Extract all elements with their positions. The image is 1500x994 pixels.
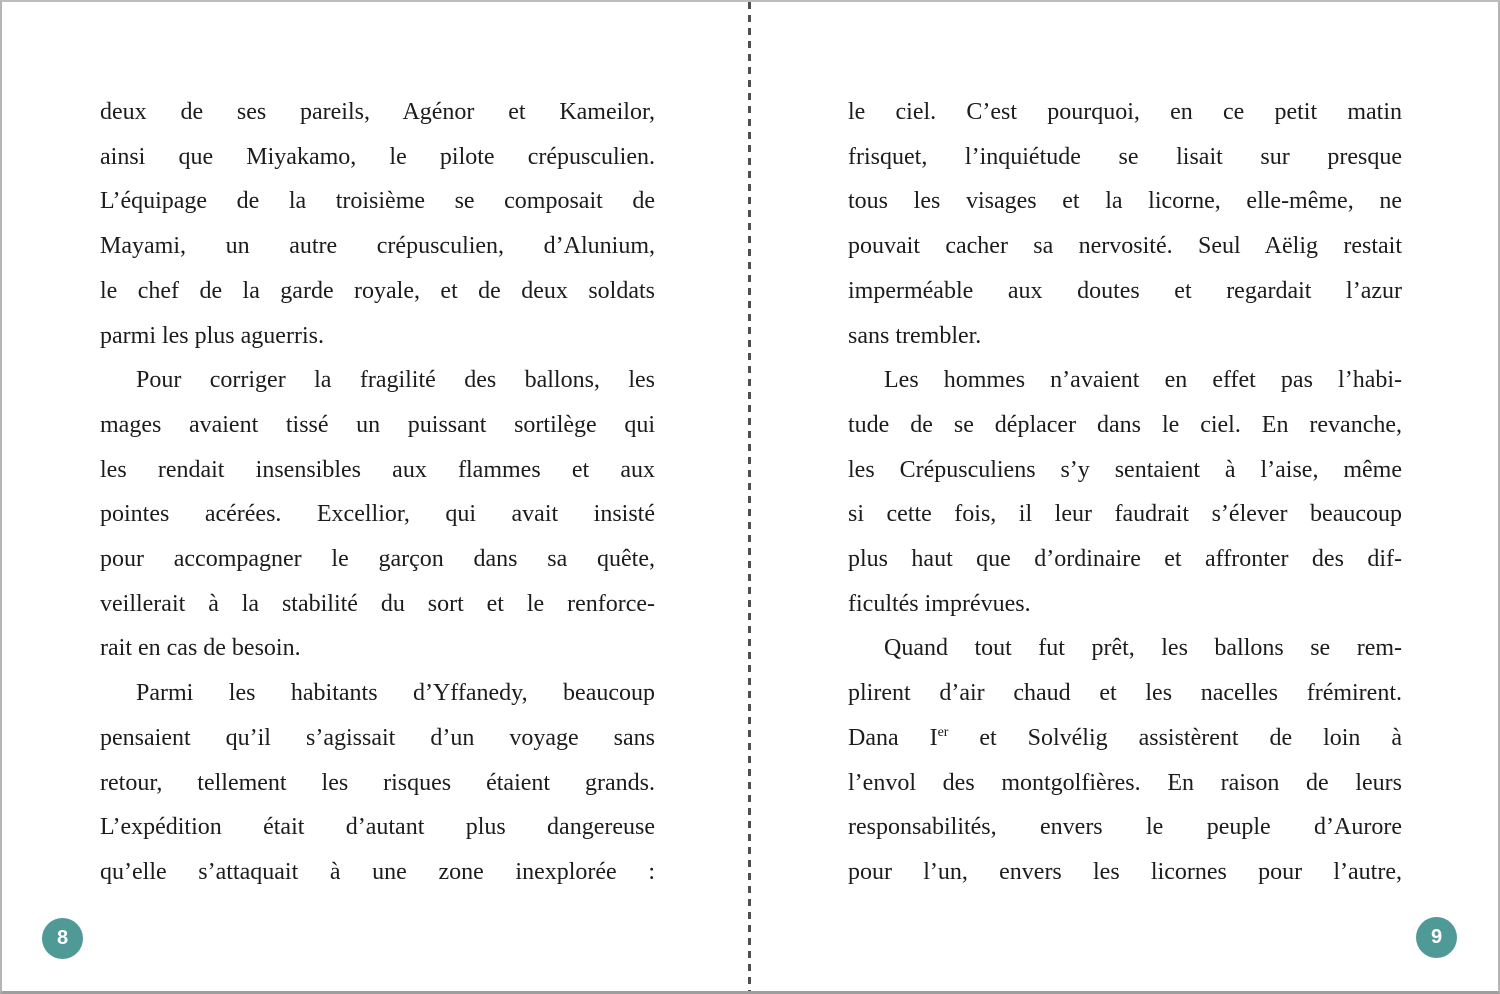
page-divider xyxy=(748,2,751,991)
page-number-badge-left xyxy=(42,918,83,959)
text-line: les rendait insensibles aux flammes et aux xyxy=(100,456,655,483)
text-line: les Crépusculiens s’y sentaient à l’aise, même xyxy=(848,456,1402,483)
text-line: parmi les plus aguerris. xyxy=(100,322,324,349)
page-number-right: 9 xyxy=(1430,926,1443,948)
text-line: retour, tellement les risques étaient grands. xyxy=(100,769,655,796)
text-line: deux de ses pareils, Agénor et Kameilor, xyxy=(100,99,655,125)
text-line: le ciel. C’est pourquoi, en ce petit matin xyxy=(848,99,1402,125)
text-line: pointes acérées. Excellior, qui avait insisté xyxy=(100,501,655,528)
text-line: Mayami, un autre crépusculien, d’Alunium, xyxy=(100,233,655,260)
text-line: tude de se déplacer dans le ciel. En revanche, xyxy=(848,411,1402,438)
text-line: mages avaient tissé un puissant sortilège qui xyxy=(100,411,655,438)
text-line: responsabilités, envers le peuple d’Aurore xyxy=(848,814,1402,841)
page-right-text xyxy=(848,90,1402,895)
page-number-badge-right xyxy=(1416,917,1457,958)
text-line: si cette fois, il leur faudrait s’élever beaucoup xyxy=(848,501,1402,528)
text-line: Dana Ier et Solvélig assistèrent de loin à xyxy=(848,724,1402,751)
text-line: L’expédition était d’autant plus dangereuse xyxy=(100,814,655,841)
text-line: frisquet, l’inquiétude se lisait sur presque xyxy=(848,143,1402,170)
text-line: le chef de la garde royale, et de deux soldats xyxy=(100,277,655,304)
text-line: pour l’un, envers les licornes pour l’autre, xyxy=(848,858,1402,885)
text-line: ainsi que Miyakamo, le pilote crépusculien. xyxy=(100,143,655,170)
text-line: veillerait à la stabilité du sort et le renforce- xyxy=(100,590,655,617)
text-line: pouvait cacher sa nervosité. Seul Aëlig restait xyxy=(848,233,1402,260)
text-line: qu’elle s’attaquait à une zone inexplorée : xyxy=(100,858,655,885)
text-line: Pour corriger la fragilité des ballons, les xyxy=(136,367,655,394)
superscript-ordinal: er xyxy=(937,724,949,740)
page-number-left: 8 xyxy=(56,927,69,949)
text-line: L’équipage de la troisième se composait de xyxy=(100,188,655,215)
text-line: plirent d’air chaud et les nacelles frémirent. xyxy=(848,680,1402,707)
text-line: Parmi les habitants d’Yffanedy, beaucoup xyxy=(136,680,655,707)
text-line: imperméable aux doutes et regardait l’azur xyxy=(848,277,1402,304)
text-line: rait en cas de besoin. xyxy=(100,635,301,662)
page-left-text xyxy=(100,90,655,895)
text-line: l’envol des montgolfières. En raison de leurs xyxy=(848,769,1402,796)
text-line: tous les visages et la licorne, elle-même, ne xyxy=(848,188,1402,215)
text-line: plus haut que d’ordinaire et affronter des dif- xyxy=(848,546,1402,573)
text-line: ficultés imprévues. xyxy=(848,590,1031,617)
text-line: Quand tout fut prêt, les ballons se rem- xyxy=(884,635,1402,662)
text-line: sans trembler. xyxy=(848,322,982,349)
text-line: pensaient qu’il s’agissait d’un voyage sans xyxy=(100,724,655,751)
text-line: pour accompagner le garçon dans sa quête, xyxy=(100,546,655,573)
text-line: Les hommes n’avaient en effet pas l’habi- xyxy=(884,367,1402,394)
